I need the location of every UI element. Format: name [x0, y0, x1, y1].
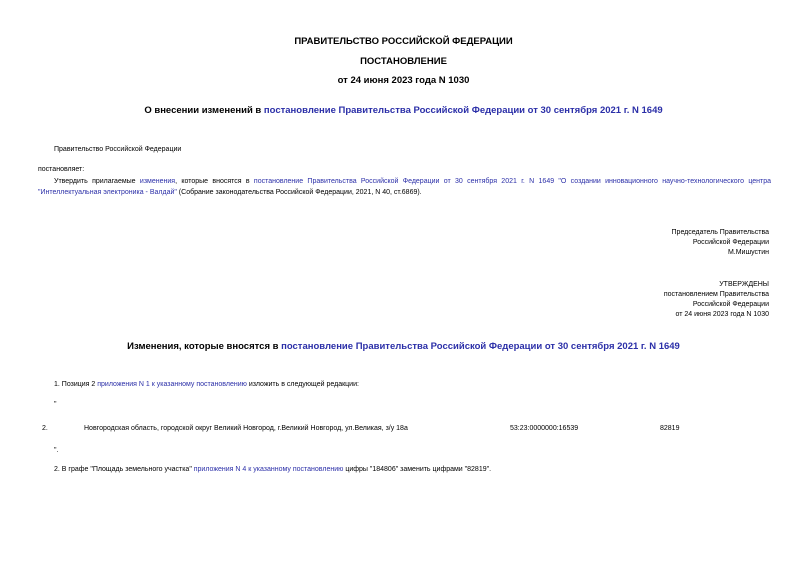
document-date: от 24 июня 2023 года N 1030 [337, 75, 470, 86]
resolution-link[interactable]: постановление Правительства Российской Федерации от 30 сентября 2021 г. N 1649 "О создании инновационного научно-технологического центра "Интеллектуальная электроника - Валдай" [38, 178, 771, 196]
table-row-number: 2. [42, 425, 48, 432]
approval-line-2: постановлением Правительства [663, 291, 769, 298]
table-row-cadastral: 53:23:0000000:16539 [510, 425, 579, 432]
item-1-text-1: 1. Позиция 2 [54, 381, 98, 388]
intro-paragraph [38, 176, 771, 198]
document-type: ПОСТАНОВЛЕНИЕ [360, 56, 447, 67]
item-2-text-2: цифры "184806" заменить цифрами "82819". [343, 466, 492, 473]
open-quote: " [54, 401, 57, 408]
signature-position: Председатель Правительства [671, 229, 769, 236]
item-1 [54, 381, 359, 388]
approval-line-3: Российской Федерации [692, 301, 769, 308]
issuer-text: Правительство Российской Федерации [54, 146, 182, 153]
appendix-1-link[interactable]: приложения N 1 к указанному постановлению [97, 381, 247, 388]
item-2 [54, 466, 491, 473]
intro-text-3: (Собрание законодательства Российской Федерации, 2021, N 40, ст.6869). [176, 189, 422, 196]
intro-text-2: , которые вносятся в [175, 178, 254, 185]
signature-name: М.Мишустин [727, 249, 769, 256]
changes-heading-prefix: Изменения, которые вносятся в [127, 341, 282, 352]
changes-link[interactable]: изменения [139, 178, 176, 185]
approval-line-4: от 24 июня 2023 года N 1030 [675, 311, 769, 318]
item-1-text-2: изложить в следующей редакции: [246, 381, 359, 388]
signature-country: Российской Федерации [692, 239, 769, 246]
item-2-text-1: 2. В графе "Площадь земельного участка" [54, 466, 194, 473]
heading-prefix: О внесении изменений в [144, 105, 264, 116]
appendix-4-link[interactable]: приложения N 4 к указанному постановлению [193, 466, 344, 473]
close-quote: ". [54, 447, 59, 454]
intro-text-1: Утвердить прилагаемые [54, 178, 140, 185]
table-row-address: Новгородская область, городской округ Великий Новгород, г.Великий Новгород, ул.Великая, з/у 18а [84, 425, 408, 432]
changes-heading-link[interactable]: постановление Правительства Российской Федерации от 30 сентября 2021 г. N 1649 [281, 341, 680, 352]
authority-title: ПРАВИТЕЛЬСТВО РОССИЙСКОЙ ФЕДЕРАЦИИ [294, 36, 513, 47]
table-row-area: 82819 [660, 425, 680, 432]
changes-heading [0, 341, 807, 352]
approval-title: УТВЕРЖДЕНЫ [719, 281, 769, 288]
document-heading [0, 105, 807, 116]
heading-link[interactable]: постановление Правительства Российской Федерации от 30 сентября 2021 г. N 1649 [263, 105, 663, 116]
decides-text: постановляет: [38, 166, 85, 173]
